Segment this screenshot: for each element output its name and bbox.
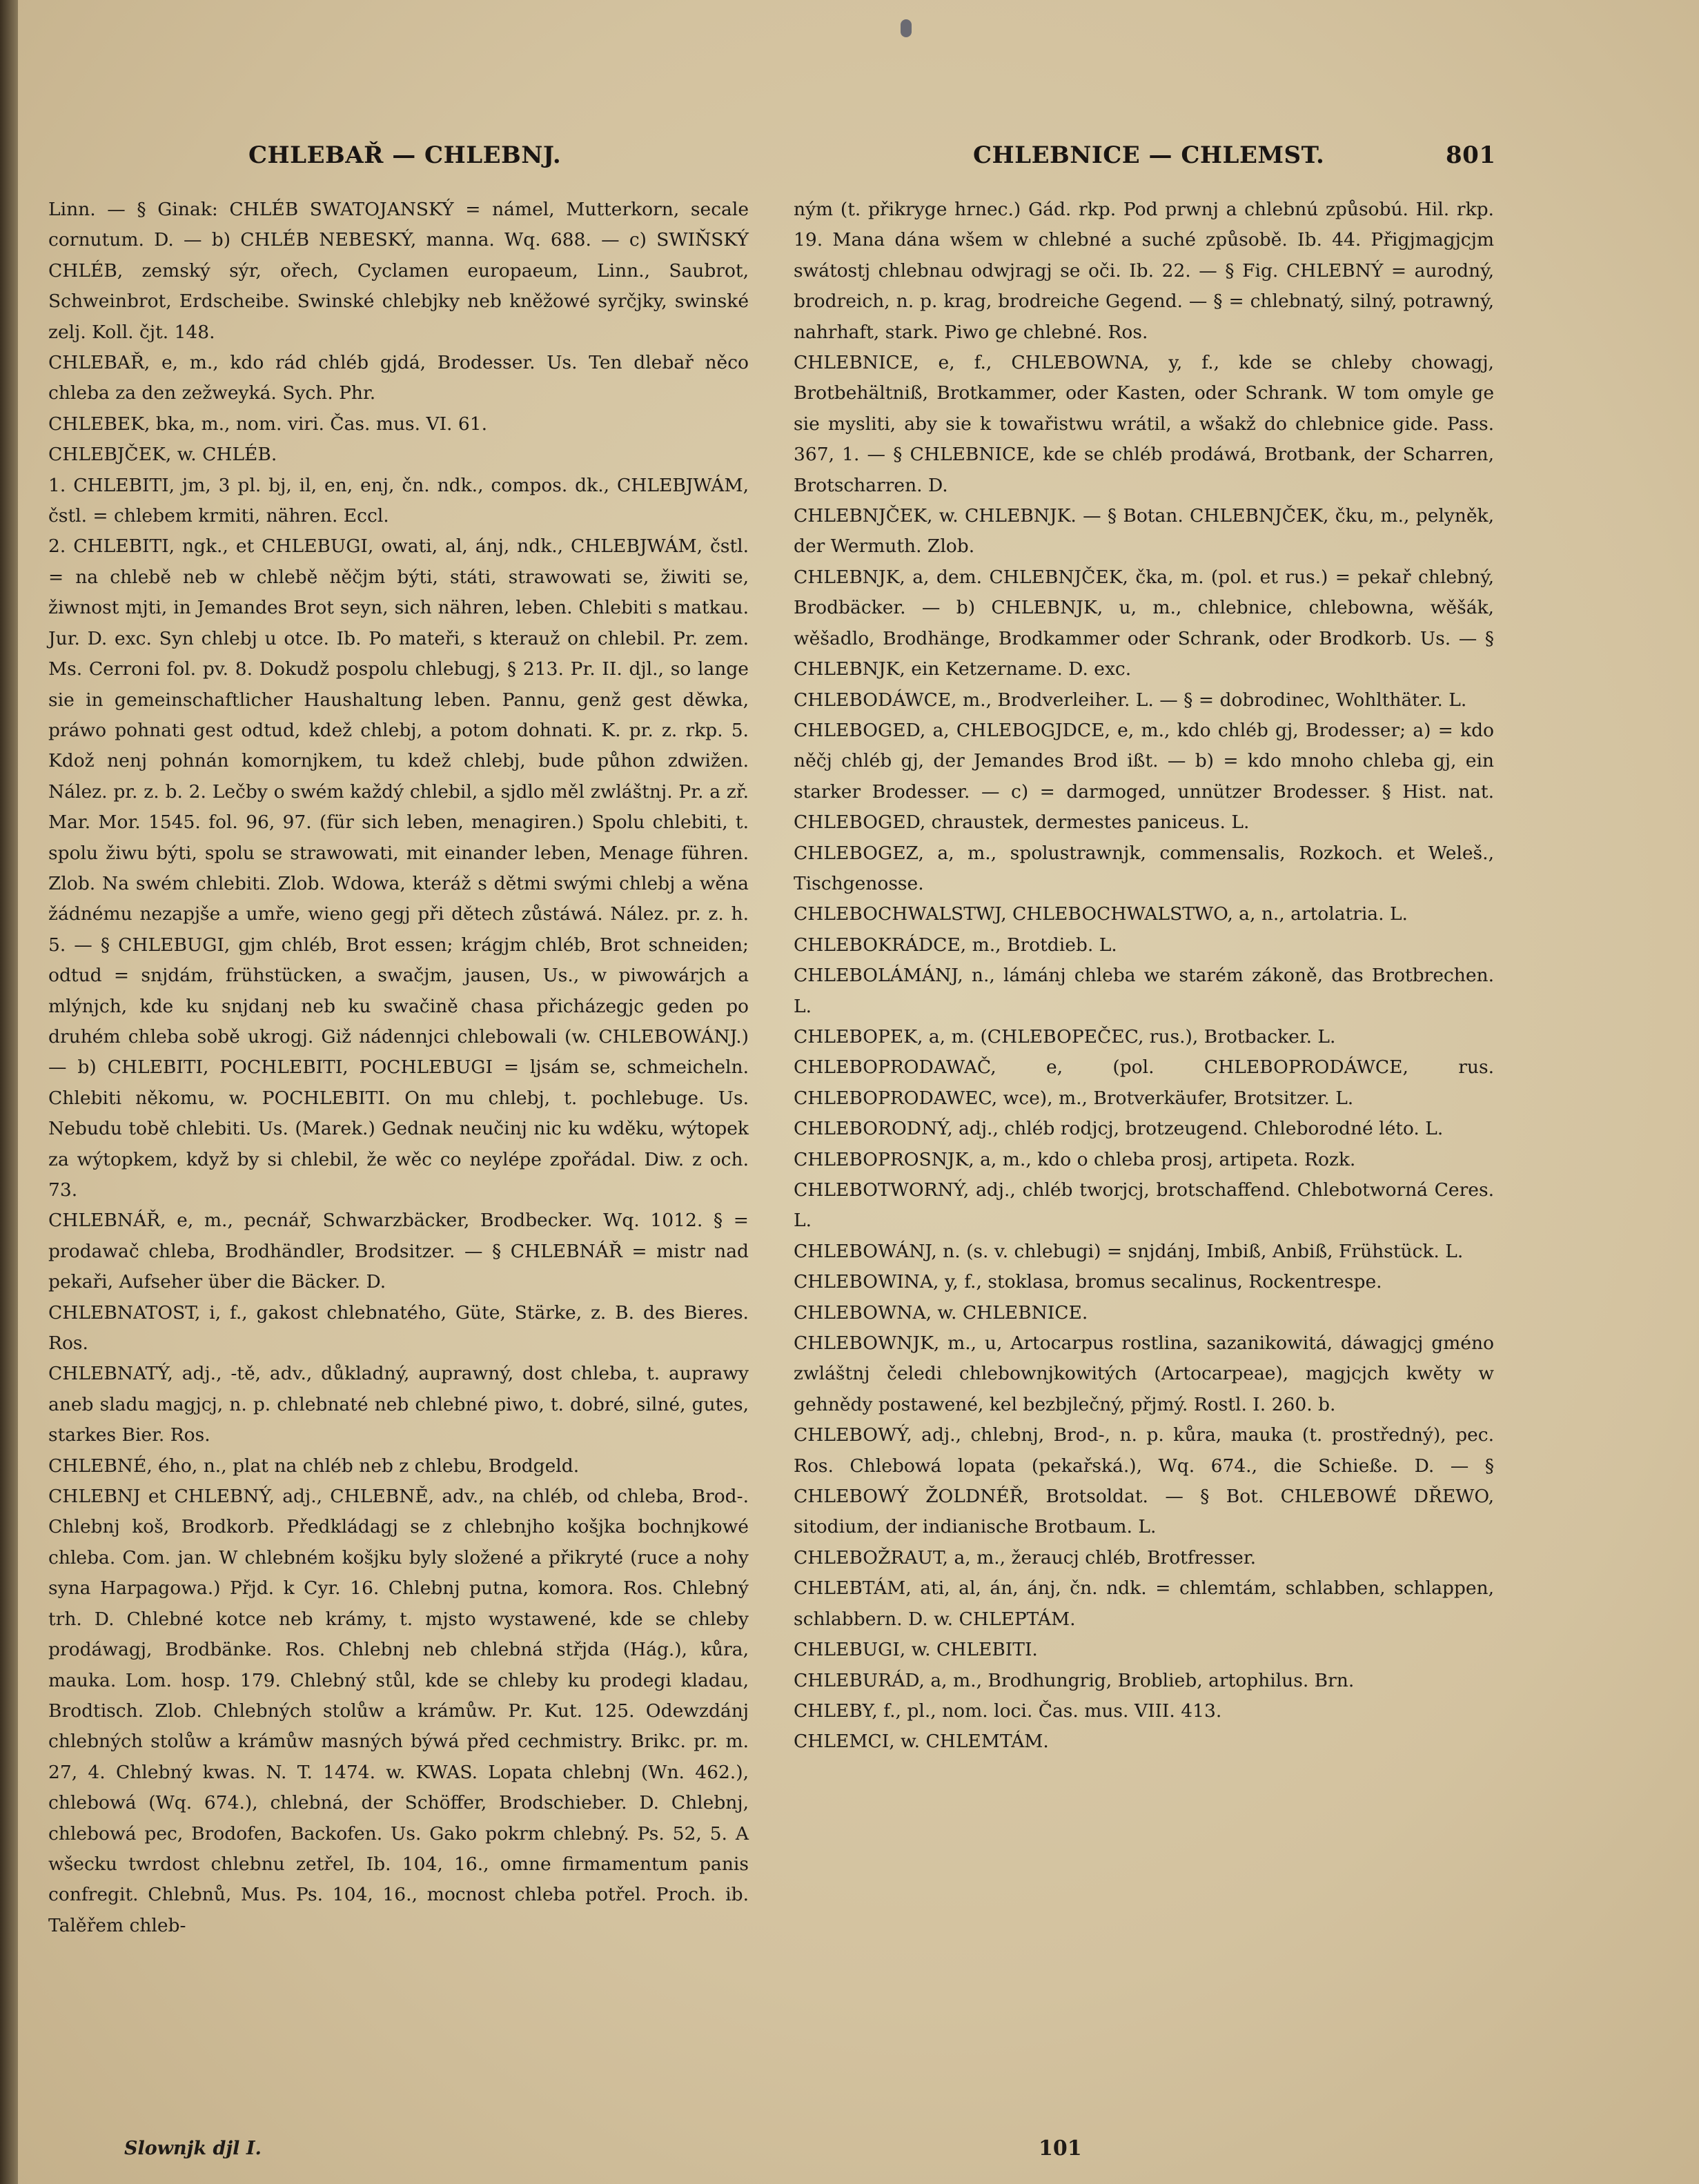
- entry: CHLEBJČEK, w. CHLÉB.: [48, 444, 277, 466]
- entry: CHLEBTÁM, ati, al, án, ánj, čn. ndk. = chlemtám, schlabben, schlappen, schlabbern. D. w. CHLEPTÁM.: [794, 1577, 1494, 1630]
- page-number: 801: [1446, 141, 1496, 169]
- entry: 1. CHLEBITI, jm, 3 pl. bj, il, en, enj, čn. ndk., compos. dk., CHLEBJWÁM, čstl. = chlebem krmiti, nähren. Eccl.: [48, 474, 749, 527]
- entry: CHLEBNÁŘ, e, m., pecnář, Schwarzbäcker, Brodbecker. Wq. 1012. § = prodawač chleba, Brodhändler, Brodsitzer. — § CHLEBNÁŘ = mistr nad pekaři, Aufseher über die Bäcker. D.: [48, 1210, 749, 1293]
- entry: Linn. — § Ginak: CHLÉB SWATOJANSKÝ = námel, Mutterkorn, secale cornutum. D. — b) CHLÉB NEBESKÝ, manna. Wq. 688. — c) SWIŇSKÝ CHLÉB, zemský sýr, ořech, Cyclamen europaeum, Linn., Saubrot, Schweinbrot, Erdscheibe. Swinské chlebjky neb kněžowé syrčjky, swinské zelj. Koll. čjt. 148.: [48, 199, 749, 343]
- entry: CHLEBNATOST, i, f., gakost chlebnatého, Güte, Stärke, z. B. des Bieres. Ros.: [48, 1301, 749, 1355]
- signature-mark: Slownjk djl I.: [124, 2138, 262, 2159]
- entry: CHLEBORODNÝ, adj., chléb rodjcj, brotzeugend. Chleborodné léto. L.: [794, 1118, 1444, 1140]
- entry: CHLEBOWNJK, m., u, Artocarpus rostlina, sazanikowitá, dáwagjcj gméno zwláštnj čeledi chlebownjkowitých (Artocarpeae), magjcjch kwěty w gehnědy postawené, kel bezbjlečný, přjmý. Rostl. I. 260. b.: [794, 1332, 1494, 1415]
- entry: CHLEBNATÝ, adj., -tě, adv., důkladný, auprawný, dost chleba, t. auprawy aneb sladu magjcj, n. p. chlebnaté neb chlebné piwo, t. dobré, silné, gutes, starkes Bier. Ros.: [48, 1363, 749, 1446]
- entry: CHLEBOLÁMÁNJ, n., lámánj chleba we starém zákoně, das Brotbrechen. L.: [794, 965, 1494, 1017]
- right-column: [794, 195, 1494, 1758]
- running-head-left: CHLEBAŘ — CHLEBNJ.: [248, 141, 562, 169]
- entry: CHLEBOPEK, a, m. (CHLEBOPEČEC, rus.), Brotbacker. L.: [794, 1025, 1336, 1047]
- entry: CHLEBNJK, a, dem. CHLEBNJČEK, čka, m. (pol. et rus.) = pekař chlebný, Brodbäcker. — b) CHLEBNJK, u, m., chlebnice, chlebowna, wěšák, wěšadlo, Brodhänge, Brodkammer oder Schrank, oder Brodkorb. Us. — § CHLEBNJK, ein Ketzername. D. exc.: [794, 566, 1494, 680]
- entry: CHLEBOPROSNJK, a, m., kdo o chleba prosj, artipeta. Rozk.: [794, 1148, 1356, 1170]
- entry: CHLEBOPRODAWAČ, e, (pol. CHLEBOPRODÁWCE, rus. CHLEBOPRODAWEC, wce), m., Brotverkäufer, Brotsitzer. L.: [794, 1056, 1494, 1109]
- entry: CHLEBOWNA, w. CHLEBNICE.: [794, 1301, 1088, 1324]
- folio-number: 101: [1039, 2136, 1082, 2161]
- entry: CHLEBOWINA, y, f., stoklasa, bromus secalinus, Rockentrespe.: [794, 1271, 1382, 1293]
- entry: CHLEBOŽRAUT, a, m., žeraucj chléb, Brotfresser.: [794, 1546, 1257, 1568]
- book-spine-edge: [0, 0, 18, 2184]
- entry: ným (t. přikryge hrnec.) Gád. rkp. Pod prwnj a chlebnú způsobú. Hil. rkp. 19. Mana dána wšem w chlebné a suché způsobě. Ib. 44. Přigjmagjcjm swátostj chlebnau odwjragj se oči. Ib. 22. — § Fig. CHLEBNÝ = aurodný, brodreich, n. p. krag, brodreiche Gegend. — § = chlebnatý, silný, potrawný, nahrhaft, stark. Piwo ge chlebné. Ros.: [794, 199, 1494, 343]
- entry: CHLEBOGEZ, a, m., spolustrawnjk, commensalis, Rozkoch. et Weleš., Tischgenosse.: [794, 842, 1494, 894]
- entry: CHLEBOCHWALSTWJ, CHLEBOCHWALSTWO, a, n., artolatria. L.: [794, 903, 1408, 925]
- entry: CHLEBOGED, a, CHLEBOGJDCE, e, m., kdo chléb gj, Brodesser; a) = kdo něčj chléb gj, der Jemandes Brod ißt. — b) = kdo mnoho chleba gj, ein starker Brodesser. — c) = darmoged, unnützer Brodesser. § Hist. nat. CHLEBOGED, chraustek, dermestes paniceus. L.: [794, 719, 1494, 834]
- entry: CHLEBNJČEK, w. CHLEBNJK. — § Botan. CHLEBNJČEK, čku, m., pelyněk, der Wermuth. Zlob.: [794, 505, 1494, 558]
- entry: CHLEBNJ et CHLEBNÝ, adj., CHLEBNĚ, adv., na chléb, od chleba, Brod-. Chlebnj koš, Brodkorb. Předkládagj se z chlebnjho košjka bochnjkowé chleba. Com. jan. W chlebném košjku byly složené a přikryté (ruce a nohy syna Harpagowa.) Přjd. k Cyr. 16. Chlebnj putna, komora. Ros. Chlebný trh. D. Chlebné kotce neb krámy, t. mjsto wystawené, kde se chleby prodáwagj, Brodbänke. Ros. Chlebnj neb chlebná střjda (Hág.), kůra, mauka. Lom. hosp. 179. Chlebný stůl, kde se chleby ku prodegi kladau, Brodtisch. Zlob. Chlebných stolůw a krámůw. Pr. Kut. 125. Odewzdánj chlebných stolůw a krámůw masných býwá před cechmistry. Brikc. pr. m. 27, 4. Chlebný kwas. N. T. 1474. w. KWAS. Lopata chlebnj (Wn. 462.), chlebowá (Wq. 674.), chlebná, der Schöffer, Brodschieber. D. Chlebnj, chlebowá pec, Brodofen, Backofen. Us. Gako pokrm chlebný. Ps. 52, 5. A wšecku twrdost chlebnu zetřel, Ib. 104, 16., omne firmamentum panis confregit. Chlebnů, Mus. Ps. 104, 16., mocnost chleba potřel. Proch. ib. Talěřem chleb-: [48, 1486, 749, 1936]
- entry: CHLEBNICE, e, f., CHLEBOWNA, y, f., kde se chleby chowagj, Brotbehältniß, Brotkammer, oder Kasten, oder Schrank. W tom omyle ge sie mysliti, aby sie k towařistwu wrátil, a wšakž do chlebnice gide. Pass. 367, 1. — § CHLEBNICE, kde se chléb prodáwá, Brotbank, der Scharren, Brotscharren. D.: [794, 352, 1494, 496]
- entry: 2. CHLEBITI, ngk., et CHLEBUGI, owati, al, ánj, ndk., CHLEBJWÁM, čstl. = na chlebě neb w chlebě něčjm býti, státi, strawowati se, žiwiti se, žiwnost mjti, in Jemandes Brot seyn, sich nähren, leben. Chlebiti s matkau. Jur. D. exc. Syn chlebj u otce. Ib. Po mateři, s kterauž on chlebil. Pr. zem. Ms. Cerroni fol. pv. 8. Dokudž pospolu chlebugj, § 213. Pr. II. djl., so lange sie in gemeinschaftlicher Haushaltung leben. Pannu, genž gest děwka, práwo pohnati gest odtud, kdež chlebj, a potom dohnati. K. pr. z. rkp. 5. Kdož nenj pohnán komornjkem, tu kdež chlebj, bude půhon zdwižen. Nález. pr. z. b. 2. Lečby o swém každý chlebil, a sjdlo měl zwláštnj. Pr. a zř. Mar. Mor. 1545. fol. 96, 97. (für sich leben, menagiren.) Spolu chlebiti, t. spolu žiwu býti, spolu se strawowati, mit einander leben, Menage führen. Zlob. Na swém chlebiti. Zlob. Wdowa, kteráž s dětmi swými chlebj a wěna žádnému nezapjše a umře, wieno gegj při dětech zůstáwá. Nález. pr. z. h. 5. — § CHLEBUGI, gjm chléb, Brot essen; krágjm chléb, Brot schneiden; odtud = snjdám, frühstücken, a swačjm, jausen, Us., w piwowárjch a mlýnjch, kde ku snjdanj neb ku swačině chasa přicházegjc geden po druhém chleba sobě ukrogj. Giž nádennjci chlebowali (w. CHLEBOWÁNJ.) — b) CHLEBITI, POCHLEBITI, POCHLEBUGI = ljsám se, schmeicheln. Chlebiti někomu, w. POCHLEBITI. On mu chlebj, t. pochlebuge. Us. Nebudu tobě chlebiti. Us. (Marek.) Gednak neučinj nic ku wděku, wýtopek za wýtopkem, když by si chlebil, že wěc co neylépe zpořádal. Diw. z och. 73.: [48, 535, 749, 1201]
- entry: CHLEBAŘ, e, m., kdo rád chléb gjdá, Brodesser. Us. Ten dlebař něco chleba za den zežweyká. Sych. Phr.: [48, 352, 749, 404]
- left-column: [48, 195, 749, 1941]
- entry: CHLEBOWÝ, adj., chlebnj, Brod-, n. p. kůra, mauka (t. prostředný), pec. Ros. Chlebowá lopata (pekařská.), Wq. 674., die Schieße. D. — § CHLEBOWÝ ŽOLDNÉŘ, Brotsoldat. — § Bot. CHLEBOWÉ DŘEWO, sitodium, der indianische Brotbaum. L.: [794, 1424, 1494, 1538]
- entry: CHLEBURÁD, a, m., Brodhungrig, Broblieb, artophilus. Brn.: [794, 1669, 1355, 1691]
- entry: CHLEBODÁWCE, m., Brodverleiher. L. — § = dobrodinec, Wohlthäter. L.: [794, 689, 1467, 711]
- running-head-right: CHLEBNICE — CHLEMST.: [973, 141, 1325, 169]
- entry: CHLEMCI, w. CHLEMTÁM.: [794, 1731, 1049, 1753]
- entry: CHLEBNÉ, ého, n., plat na chléb neb z chlebu, Brodgeld.: [48, 1455, 580, 1477]
- entry: CHLEBEK, bka, m., nom. viri. Čas. mus. VI. 61.: [48, 413, 488, 435]
- entry: CHLEBOTWORNÝ, adj., chléb tworjcj, brotschaffend. Chlebotworná Ceres. L.: [794, 1179, 1494, 1232]
- entry: CHLEBY, f., pl., nom. loci. Čas. mus. VIII. 413.: [794, 1700, 1222, 1722]
- entry: CHLEBOWÁNJ, n. (s. v. chlebugi) = snjdánj, Imbiß, Anbiß, Frühstück. L.: [794, 1240, 1464, 1262]
- ink-spot: [901, 19, 912, 37]
- entry: CHLEBOKRÁDCE, m., Brotdieb. L.: [794, 934, 1117, 956]
- entry: CHLEBUGI, w. CHLEBITI.: [794, 1639, 1038, 1661]
